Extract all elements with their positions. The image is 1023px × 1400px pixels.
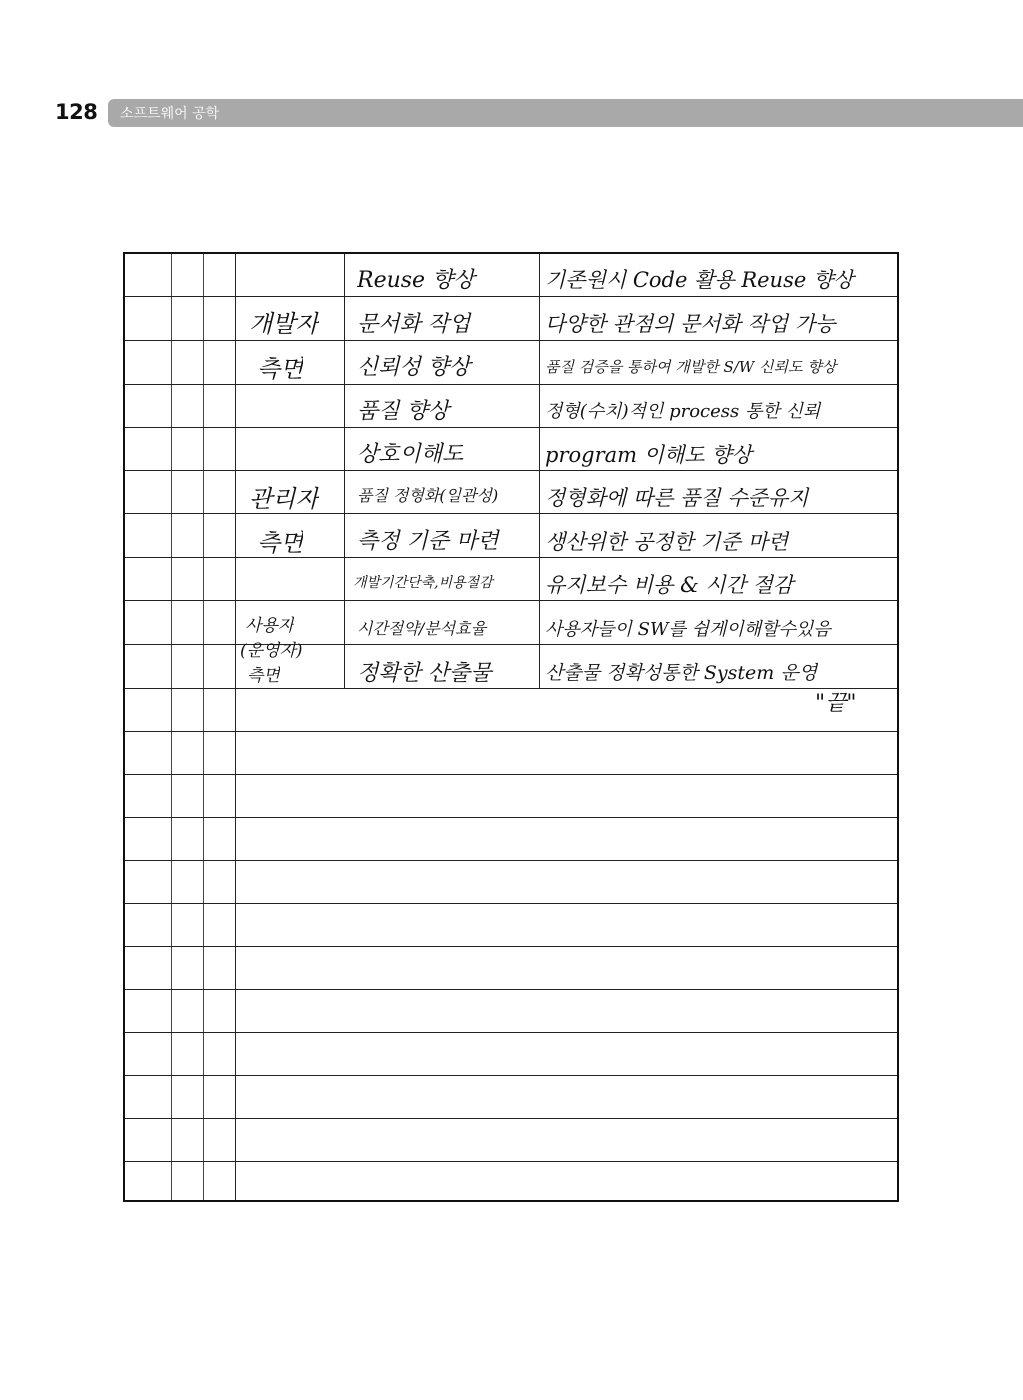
aspect-label-user-suffix: 측면 bbox=[247, 666, 280, 686]
desc-cell: 산출물 정확성통한 System 운영 bbox=[545, 662, 818, 684]
margin-rule bbox=[171, 254, 172, 1200]
item-cell: 품질 향상 bbox=[357, 399, 450, 424]
ruled-line bbox=[125, 860, 897, 861]
ruled-line bbox=[125, 1161, 897, 1162]
ruled-line bbox=[125, 903, 897, 904]
aspect-label-user: 사용자 bbox=[245, 616, 295, 636]
ruled-line bbox=[125, 340, 897, 341]
desc-cell: 정형(수치)적인 process 통한 신뢰 bbox=[545, 401, 821, 422]
ruled-line bbox=[125, 731, 897, 732]
desc-cell: 정형화에 따른 품질 수준유지 bbox=[545, 486, 809, 510]
ruled-line bbox=[125, 600, 897, 601]
desc-cell: 사용자들이 SW를 쉽게이해할수있음 bbox=[545, 619, 831, 640]
item-cell: Reuse 향상 bbox=[357, 268, 475, 293]
desc-cell: program 이해도 향상 bbox=[545, 443, 752, 467]
aspect-label-developer: 개발자 bbox=[249, 310, 319, 338]
end-mark: "끝" bbox=[815, 691, 857, 716]
margin-rule bbox=[235, 254, 236, 1200]
ruled-line bbox=[125, 946, 897, 947]
page-number: 128 bbox=[55, 100, 98, 124]
desc-cell: 품질 검증을 통하여 개발한 S/W 신뢰도 향상 bbox=[545, 358, 837, 376]
ruled-line bbox=[125, 817, 897, 818]
ruled-line bbox=[125, 989, 897, 990]
item-cell: 정확한 산출물 bbox=[357, 661, 492, 686]
desc-cell: 유지보수 비용 & 시간 절감 bbox=[545, 573, 794, 597]
ruled-line bbox=[125, 557, 897, 558]
item-cell: 개발기간단축,비용절감 bbox=[353, 575, 493, 591]
ruled-line bbox=[125, 296, 897, 297]
ruled-line bbox=[125, 470, 897, 471]
aspect-label-manager: 관리자 bbox=[249, 485, 319, 513]
item-cell: 상호이해도 bbox=[357, 442, 464, 467]
aspect-label-developer-suffix: 측면 bbox=[257, 355, 304, 383]
ruled-line bbox=[125, 688, 897, 689]
item-cell: 시간절약/분석효율 bbox=[357, 619, 487, 638]
desc-cell: 다양한 관점의 문서화 작업 가능 bbox=[545, 312, 836, 336]
item-cell: 문서화 작업 bbox=[357, 312, 471, 337]
section-title: 소프트웨어 공학 bbox=[120, 106, 220, 122]
ruled-line bbox=[125, 1118, 897, 1119]
desc-cell: 기존원시 Code 활용 Reuse 향상 bbox=[545, 268, 854, 292]
item-cell: 신뢰성 향상 bbox=[357, 355, 471, 380]
item-cell: 품질 정형화(일관성) bbox=[357, 486, 499, 505]
ruled-line bbox=[125, 384, 897, 385]
desc-cell: 생산위한 공정한 기준 마련 bbox=[545, 530, 789, 554]
item-cell: 측정 기준 마련 bbox=[357, 529, 499, 554]
table-column-divider bbox=[539, 254, 540, 688]
aspect-label-manager-suffix: 측면 bbox=[257, 529, 304, 557]
table-column-divider bbox=[344, 254, 345, 688]
margin-rule bbox=[203, 254, 204, 1200]
ruled-line bbox=[125, 427, 897, 428]
ruled-line bbox=[125, 513, 897, 514]
ruled-line bbox=[125, 1075, 897, 1076]
ruled-line bbox=[125, 774, 897, 775]
section-header-bar bbox=[108, 99, 1023, 127]
ruled-line bbox=[125, 1032, 897, 1033]
answer-sheet bbox=[123, 252, 899, 1202]
aspect-label-user-operator: (운영자) bbox=[240, 641, 303, 661]
